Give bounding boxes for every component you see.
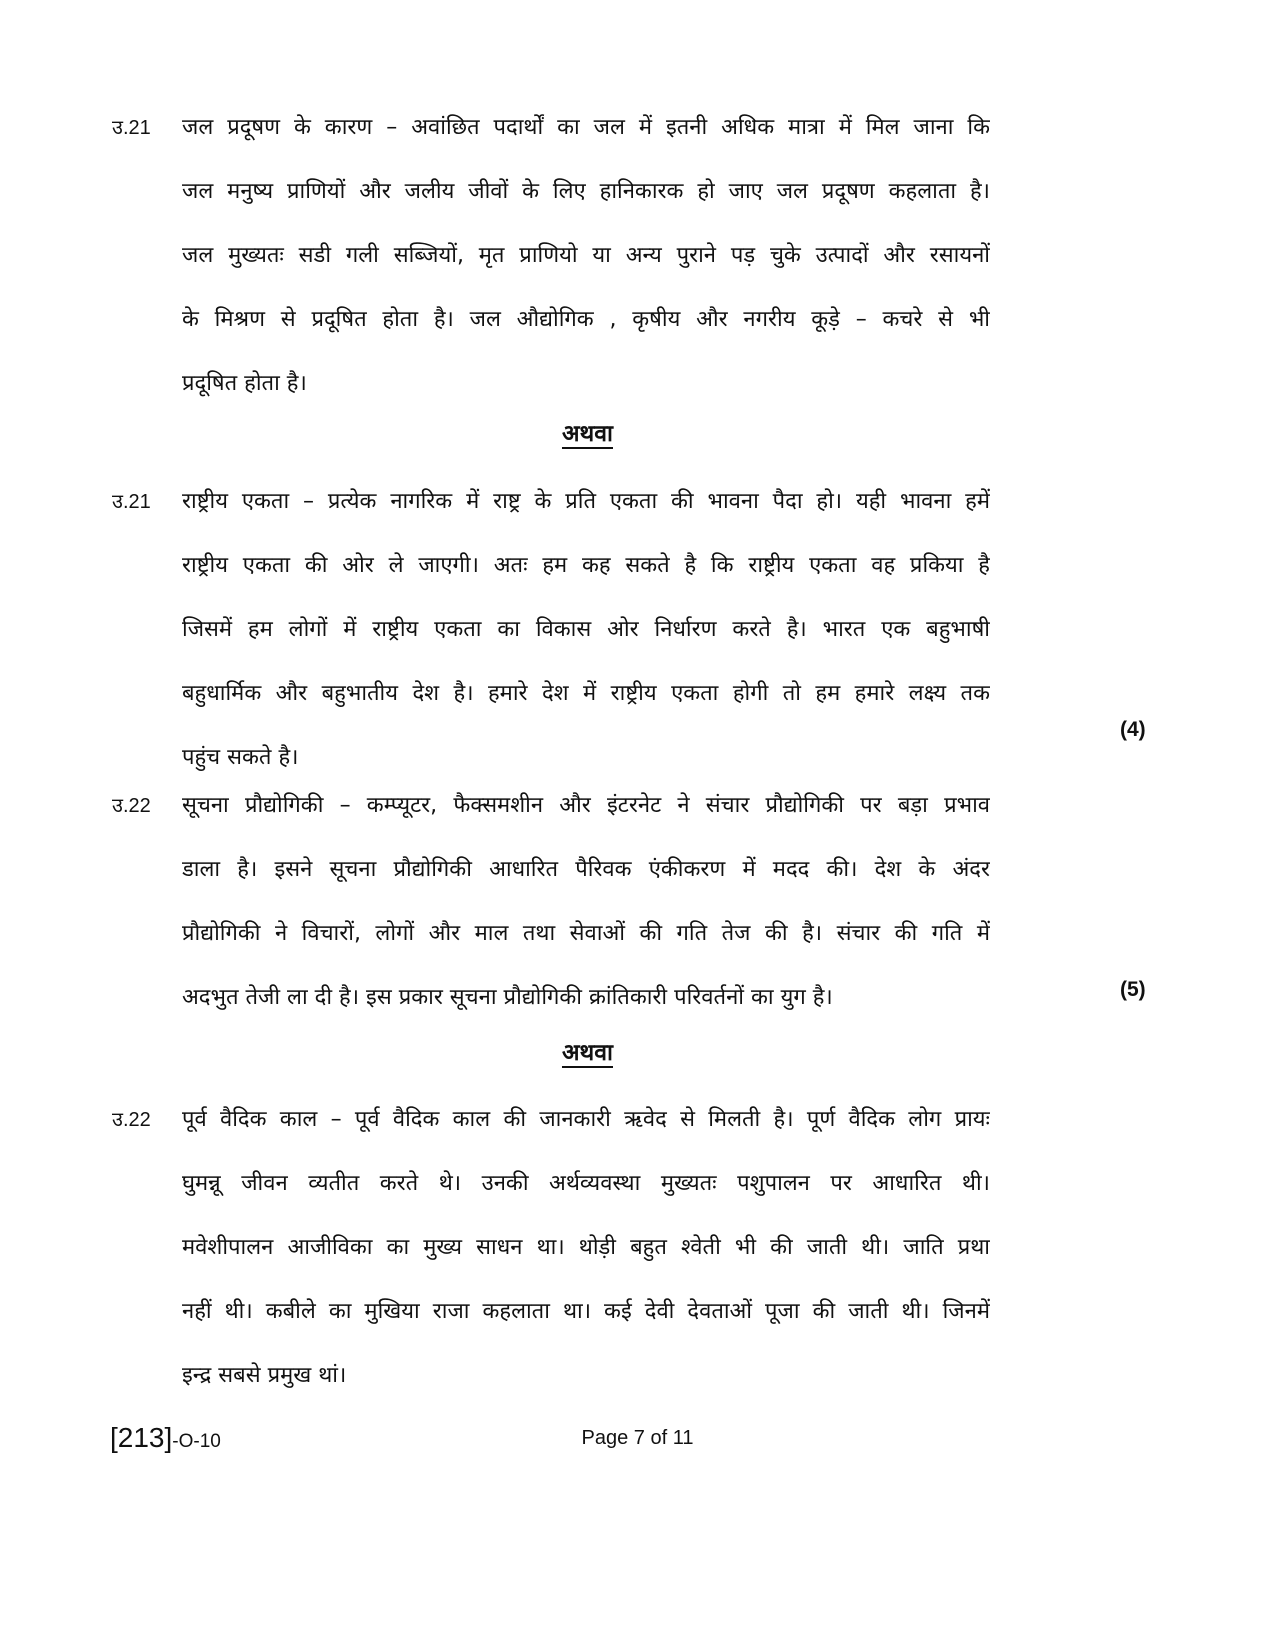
page-number: Page 7 of 11 bbox=[581, 1427, 694, 1449]
answer-line: प्रौद्योगिकी ने विचारों, लोगों और माल तथा सेवाओं की गति तेज की है। संचार की गति में bbox=[182, 921, 990, 946]
answer-number: उ.22 bbox=[112, 1109, 151, 1131]
answer-line: जल मुख्यतः सडी गली सब्जियों, मृत प्राणियो या अन्य पुराने पड़ चुके उत्पादों और रसायनों bbox=[182, 243, 990, 268]
marks-label: (5) bbox=[1120, 978, 1146, 1001]
answer-line: नहीं थी। कबीले का मुखिया राजा कहलाता था। कई देवी देवताओं पूजा की जाती थी। जिनमें bbox=[182, 1299, 990, 1324]
or-separator bbox=[0, 414, 1175, 454]
answer-paragraph bbox=[182, 1088, 990, 1408]
paper-code-suffix: -O-10 bbox=[172, 1431, 221, 1452]
or-separator bbox=[0, 1033, 1175, 1073]
or-separator-label: अथवा bbox=[561, 1040, 613, 1066]
answer-line: राष्ट्रीय एकता – प्रत्येक नागरिक में राष्ट्र के प्रति एकता की भावना पैदा हो। यही भावना हमें bbox=[182, 489, 990, 514]
answer-line: मवेशीपालन आजीविका का मुख्य साधन था। थोड़ी बहुत श्वेती भी की जाती थी। जाति प्रथा bbox=[182, 1235, 990, 1260]
answer-line: प्रदूषित होता है। bbox=[182, 371, 307, 396]
answer-line: राष्ट्रीय एकता की ओर ले जाएगी। अतः हम कह सकते है कि राष्ट्रीय एकता वह प्रकिया है bbox=[182, 553, 990, 578]
answer-line: पहुंच सकते है। bbox=[182, 745, 299, 770]
answer-line: इन्द्र सबसे प्रमुख थां। bbox=[182, 1363, 347, 1388]
answer-line: जल प्रदूषण के कारण – अवांछित पदार्थों का जल में इतनी अधिक मात्रा में मिल जाना कि bbox=[182, 115, 990, 140]
answer-line: जिसमें हम लोगों में राष्ट्रीय एकता का विकास ओर निर्धारण करते है। भारत एक बहुभाषी bbox=[182, 617, 990, 642]
answer-number: उ.21 bbox=[112, 117, 151, 139]
answer-line: पूर्व वैदिक काल – पूर्व वैदिक काल की जानकारी ऋवेद से मिलती है। पूर्ण वैदिक लोग प्रायः bbox=[182, 1107, 990, 1132]
answer-line: डाला है। इसने सूचना प्रौद्योगिकी आधारित पैरिवक एंकीकरण में मदद की। देश के अंदर bbox=[182, 857, 990, 882]
answer-line: बहुधार्मिक और बहुभातीय देश है। हमारे देश में राष्ट्रीय एकता होगी तो हम हमारे लक्ष्य तक bbox=[182, 681, 990, 706]
answer-line: सूचना प्रौद्योगिकी – कम्प्यूटर, फैक्समशीन और इंटरनेट ने संचार प्रौद्योगिकी पर बड़ा प्रभाव bbox=[182, 793, 990, 818]
answer-number: उ.21 bbox=[112, 491, 151, 513]
answer-line: के मिश्रण से प्रदूषित होता है। जल औद्योगिक , कृषीय और नगरीय कूड़े – कचरे से भी bbox=[182, 307, 990, 332]
answer-paragraph bbox=[182, 96, 990, 416]
answer-paragraph bbox=[182, 774, 990, 1030]
answer-paragraph bbox=[182, 470, 990, 790]
or-separator-label: अथवा bbox=[561, 421, 613, 447]
marks-label: (4) bbox=[1120, 718, 1146, 741]
paper-code-main: [213] bbox=[110, 1422, 173, 1453]
answer-number: उ.22 bbox=[112, 795, 151, 817]
answer-line: घुमन्नू जीवन व्यतीत करते थे। उनकी अर्थव्यवस्था मुख्यतः पशुपालन पर आधारित थी। bbox=[182, 1171, 990, 1196]
answer-line: अदभुत तेजी ला दी है। इस प्रकार सूचना प्रौद्योगिकी क्रांतिकारी परिवर्तनों का युग है। bbox=[182, 985, 833, 1010]
answer-line: जल मनुष्य प्राणियों और जलीय जीवों के लिए हानिकारक हो जाए जल प्रदूषण कहलाता है। bbox=[182, 179, 990, 204]
